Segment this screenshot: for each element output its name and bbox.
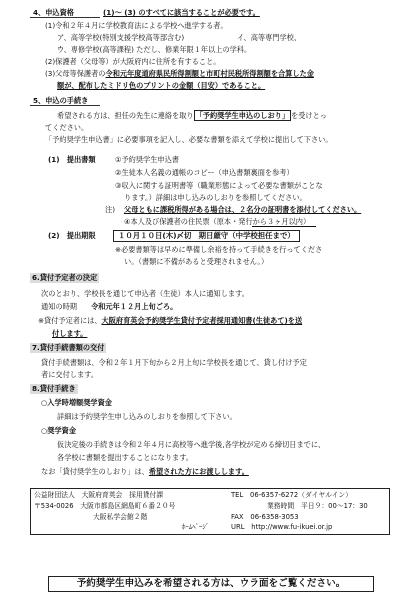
contact-building: 大阪私学会館２階: [93, 513, 148, 521]
section-5-paragraph-1-cont: てください。: [45, 123, 89, 132]
section-4-condition: (1)～ (3) のすべてに該当することが必要です。: [103, 8, 260, 17]
deadline-box: １０月１０日(木)〆切 期日厳守（中学校担任まで）: [113, 230, 300, 242]
document-item-4-underline: [252, 226, 316, 227]
scholarship-paragraph-1: 仮決定後の手続きは令和２年４月に高校等へ進学後,各学校が定める締切日までに、: [57, 440, 326, 449]
section-4-item-3-line2: 額が、配布したミドリ色のプリントの金額（目安）であること。: [57, 81, 266, 90]
contact-website-link[interactable]: URL http://www.fu-ikuei.or.jp: [231, 523, 333, 531]
document-item-3-line1: ③収入に関する証明書等（職業形態によって必要な書類がことな: [115, 181, 323, 190]
final-note-bold: 希望された方にお渡しします。: [148, 467, 249, 476]
contact-homepage-label: ﾎｰﾑﾍﾟｰｼﾞ: [182, 523, 210, 531]
section-8-title: 8.貸付手続き: [32, 384, 76, 393]
final-note-start: なお「貸付奨学生のしおり」は、: [41, 467, 149, 476]
section-6-note-line1: [38, 316, 302, 325]
note-bold-text: 父母ともに課税所得がある場合は、２名分の証明書を添付してください。: [124, 205, 362, 214]
deadline-note-line2: い。（書類に不備があると受理されません。）: [124, 257, 269, 266]
section-7-paragraph-2: 者に交付します。: [41, 370, 98, 379]
section-6-note-line2: 付します。: [52, 329, 88, 338]
guide-booklet-name: 「予約奨学生申込のしおり」: [195, 111, 290, 120]
section-4-item-2: (2)保護者（父母等）が大阪府内に住所を有すること。: [45, 57, 221, 66]
section-5-paragraph-2: 「予約奨学生申込書」に必要事項を記入し、必要な書類を添えて学校に提出して下さい。: [45, 135, 333, 144]
section-6-title: 6.貸付予定者の決定: [32, 273, 98, 282]
scholarship-subtitle: ○奨学資金: [41, 426, 77, 435]
section-7-title: 7.貸付手続書類の交付: [32, 343, 105, 352]
notification-timing-value: 令和元年１２月上旬ごろ。: [91, 302, 178, 311]
section-6-note-prefix: ※貸付予定者には、: [38, 316, 102, 325]
section-4-item-1a: ア、高等学校(特別支援学校高等部含む): [57, 33, 185, 42]
document-item-1: ①予約奨学生申込書: [115, 155, 179, 164]
final-note: [41, 467, 249, 476]
section-5-paragraph-1: [57, 111, 327, 120]
document-item-2: ②生徒本人名義の通帳のコピー（申込書類裏面を参考）: [115, 168, 294, 177]
section-4-item-1: (1)令和２年４月に学校教育法による学校へ進学する者。: [45, 21, 228, 30]
reverse-side-banner: 予約奨学生申込みを希望される方は、ウラ面をご覧ください。: [48, 576, 374, 592]
section-5-p1-end: を受けとっ: [291, 111, 327, 120]
entrance-increase-subtitle: ○入学時増額奨学資金: [41, 398, 112, 407]
submission-documents-label: (1) 提出書類: [48, 155, 96, 164]
deadline-label: (2) 提出期限: [48, 231, 96, 240]
contact-info-box: [30, 488, 390, 535]
section-6-paragraph-1: 次のとおり、学校長を通じて申込者（生徒）本人に通知します。: [41, 289, 249, 298]
section-4-item-3-prefix: (3)父母等保護者の: [45, 69, 106, 78]
section-5-p1-start: 希望される方は、担任の先生に連絡を取り: [57, 111, 194, 120]
document-item-3-line2: ります。）詳細は申し込みのしおりを参照してください。: [124, 193, 307, 202]
entrance-increase-paragraph: 詳細は予約奨学生申し込みのしおりを参照して下さい。: [57, 412, 237, 421]
section-7-paragraph-1: 貸付手続書類は、令和２年１月下旬から２月上旬に学校長を通じて、貸し付け予定: [41, 358, 307, 367]
notification-timing-label: 通知の時期: [41, 302, 77, 311]
document-item-4: ④本人及び保護者の住民票（原本・発行から３ヶ月以内）: [124, 217, 311, 226]
section-4-item-3-line1: [45, 69, 314, 78]
contact-organization: 公益財団法人 大阪府育英会 採用貸付課: [34, 491, 164, 499]
contact-address: 〒534-0026 大阪市都島区網島町６番２０号: [34, 502, 176, 510]
section-5-title: 5、申込の手続き: [33, 96, 89, 105]
section-6-note-bold: 大阪府育英会予約奨学生貸付予定者採用通知書(生徒あて)を送: [101, 316, 303, 325]
deadline-note-line1: ※必要書類等は早めに準備し余裕を持って手続きを行ってくださ: [115, 245, 323, 254]
contact-telephone: TEL 06-6357-6272（ダイヤルイン）: [231, 491, 353, 499]
scholarship-paragraph-2: 各学校に書類を提出することになります。: [57, 453, 193, 462]
section-4-item-1c: ウ、専修学校(高等課程) ただし、修業年限１年以上の学科。: [57, 45, 252, 54]
contact-business-hours: 業務時間 平日９：00～17：30: [267, 502, 368, 510]
section-4-item-3-bold: 令和元年度道府県民所得割額と市町村民税所得割額を合算した金: [105, 69, 314, 78]
note-label: 注): [105, 205, 115, 214]
section-4-title: 4、申込資格: [33, 8, 74, 17]
section-4-item-1b: イ、高等専門学校、: [237, 33, 302, 42]
contact-fax: FAX 06-6358-3053: [231, 513, 299, 521]
